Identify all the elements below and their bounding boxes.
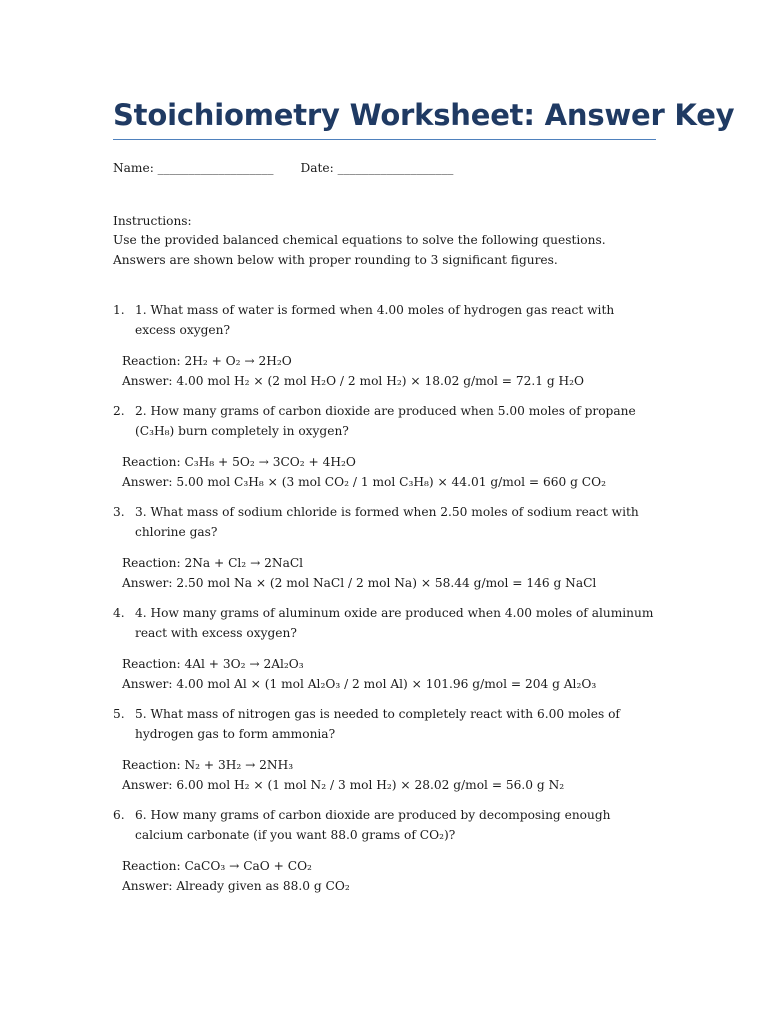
question-text: 4. How many grams of aluminum oxide are produced when 4.00 moles of aluminum react with excess oxygen? — [135, 606, 654, 640]
title-underline — [113, 139, 656, 140]
page-title: Stoichiometry Worksheet: Answer Key — [113, 98, 735, 132]
reaction-line: Reaction: C₃H₈ + 5O₂ → 3CO₂ + 4H₂O — [122, 455, 356, 469]
question-2 — [113, 402, 656, 441]
question-5 — [113, 705, 656, 744]
question-number: 6. — [113, 808, 125, 822]
answer-line: Answer: 4.00 mol H₂ × (2 mol H₂O / 2 mol H₂) × 18.02 g/mol = 72.1 g H₂O — [122, 373, 585, 388]
answer-block — [113, 453, 656, 492]
date-field: Date: ___________________ — [300, 161, 454, 175]
question-item — [113, 301, 656, 391]
answer-line: Answer: 5.00 mol C₃H₈ × (3 mol CO₂ / 1 mol C₃H₈) × 44.01 g/mol = 660 g CO₂ — [122, 474, 606, 489]
question-item — [113, 402, 656, 492]
question-text: 6. How many grams of carbon dioxide are produced by decomposing enough calcium carbonate (if you want 88.0 grams of CO₂)? — [135, 808, 611, 842]
question-number: 1. — [113, 303, 125, 317]
question-list — [113, 301, 656, 896]
answer-block — [113, 756, 656, 795]
question-text: 1. What mass of water is formed when 4.00 moles of hydrogen gas react with excess oxygen? — [135, 303, 615, 337]
answer-block — [113, 554, 656, 593]
reaction-line: Reaction: CaCO₃ → CaO + CO₂ — [122, 859, 312, 873]
answer-block — [113, 857, 656, 896]
instructions — [113, 212, 656, 271]
question-text: 5. What mass of nitrogen gas is needed to completely react with 6.00 moles of hydrogen gas to form ammonia? — [135, 707, 620, 741]
instructions-heading: Instructions: — [113, 213, 192, 228]
reaction-line: Reaction: 2H₂ + O₂ → 2H₂O — [122, 354, 292, 368]
question-number: 4. — [113, 606, 125, 620]
question-text: 2. How many grams of carbon dioxide are produced when 5.00 moles of propane (C₃H₈) burn completely in oxygen? — [135, 404, 636, 438]
question-text: 3. What mass of sodium chloride is formed when 2.50 moles of sodium react with chlorine gas? — [135, 505, 639, 539]
question-1 — [113, 301, 656, 340]
name-date-line — [113, 159, 656, 179]
answer-line: Answer: Already given as 88.0 g CO₂ — [122, 878, 350, 893]
question-item — [113, 705, 656, 795]
worksheet-page — [113, 96, 735, 896]
answer-line: Answer: 2.50 mol Na × (2 mol NaCl / 2 mol Na) × 58.44 g/mol = 146 g NaCl — [122, 575, 597, 590]
answer-block — [113, 655, 656, 694]
question-6 — [113, 806, 656, 845]
question-number: 2. — [113, 404, 125, 418]
question-number: 3. — [113, 505, 125, 519]
question-3 — [113, 503, 656, 542]
answer-block — [113, 352, 656, 391]
answer-line: Answer: 4.00 mol Al × (1 mol Al₂O₃ / 2 mol Al) × 101.96 g/mol = 204 g Al₂O₃ — [122, 676, 597, 691]
instructions-text: Use the provided balanced chemical equations to solve the following questions. Answers are shown below with proper rounding to 3 significant figures. — [113, 233, 606, 267]
question-item — [113, 503, 656, 593]
reaction-line: Reaction: 2Na + Cl₂ → 2NaCl — [122, 556, 304, 570]
question-item — [113, 806, 656, 896]
question-number: 5. — [113, 707, 125, 721]
reaction-line: Reaction: N₂ + 3H₂ → 2NH₃ — [122, 758, 294, 772]
name-field: Name: ___________________ — [113, 161, 274, 175]
question-item — [113, 604, 656, 694]
answer-line: Answer: 6.00 mol H₂ × (1 mol N₂ / 3 mol H₂) × 28.02 g/mol = 56.0 g N₂ — [122, 777, 565, 792]
reaction-line: Reaction: 4Al + 3O₂ → 2Al₂O₃ — [122, 657, 304, 671]
question-4 — [113, 604, 656, 643]
